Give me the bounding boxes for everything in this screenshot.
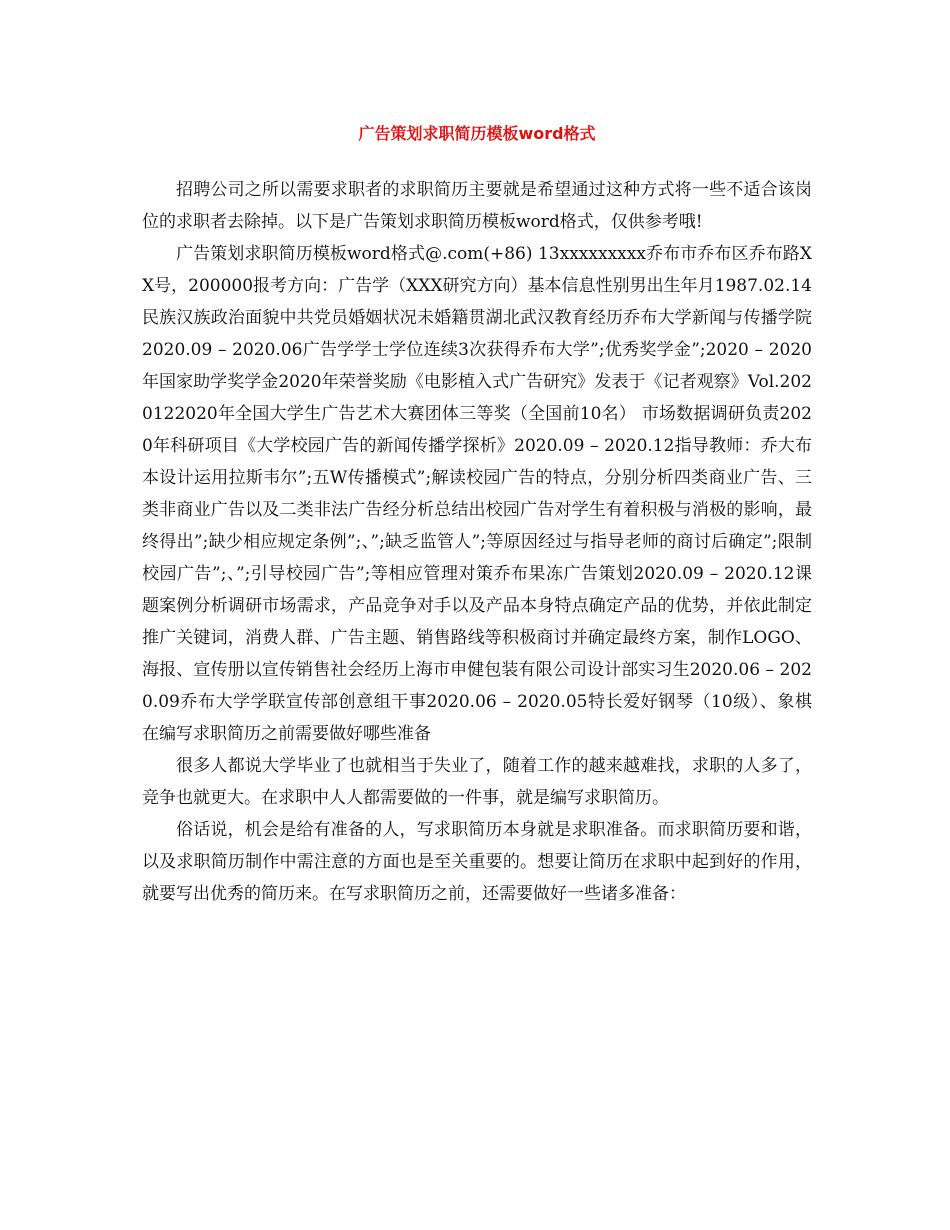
paragraph-intro: 招聘公司之所以需要求职者的求职简历主要就是希望通过这种方式将一些不适合该岗位的求职者去除掉。以下是广告策划求职简历模板word格式，仅供参考哦!	[142, 180, 812, 232]
paragraph-graduation: 很多人都说大学毕业了也就相当于失业了，随着工作的越来越难找，求职的人多了，竞争也就更大。在求职中人人都需要做的一件事，就是编写求职简历。	[142, 756, 812, 808]
paragraph-resume-template: 广告策划求职简历模板word格式@.com(+86) 13xxxxxxxxx乔布市乔布区乔布路XX号，200000报考方向：广告学（XXX研究方向）基本信息性别男出生年月1987.02.14民族汉族政治面貌中共党员婚姻状况未婚籍贯湖北武汉教育经历乔布大学新闻与传播学院2020.09 – 2020.06广告学学士学位连续3次获得乔布大学”;优秀奖学金”;2020 – 2020年国家助学奖学金2020年荣誉奖励《电影植入式广告研究》发表于《记者观察》Vol.2020122020年全国大学生广告艺术大赛团体三等奖（全国前10名） 市场数据调研负责2020年科研项目《大学校园广告的新闻传播学探析》2020.09 – 2020.12指导教师：乔大布本设计运用拉斯韦尔”;五W传播模式”;解读校园广告的特点，分别分析四类商业广告、三类非商业广告以及二类非法广告经分析总结出校园广告对学生有着积极与消极的影响，最终得出”;缺少相应规定条例”;、”;缺乏监管人”;等原因经过与指导老师的商讨后确定”;限制校园广告”;、”;引导校园广告”;等相应管理对策乔布果冻广告策划2020.09 – 2020.12课题案例分析调研市场需求，产品竞争对手以及产品本身特点确定产品的优势，并依此制定推广关键词，消费人群、广告主题、销售路线等积极商讨并确定最终方案，制作LOGO、海报、宣传册以宣传销售社会经历上海市申健包装有限公司设计部实习生2020.06 – 2020.09乔布大学学联宣传部创意组干事2020.06 – 2020.05特长爱好钢琴（10级）、象棋 在编写求职简历之前需要做好哪些准备	[142, 244, 846, 744]
paragraph-preparation: 俗话说，机会是给有准备的人，写求职简历本身就是求职准备。而求职简历要和谐，以及求职简历制作中需注意的方面也是至关重要的。想要让简历在求职中起到好的作用，就要写出优秀的简历来。在写求职简历之前，还需要做好一些诸多准备：	[142, 820, 812, 904]
document-page	[142, 118, 846, 910]
document-title: 广告策划求职简历模板word格式	[358, 124, 596, 143]
